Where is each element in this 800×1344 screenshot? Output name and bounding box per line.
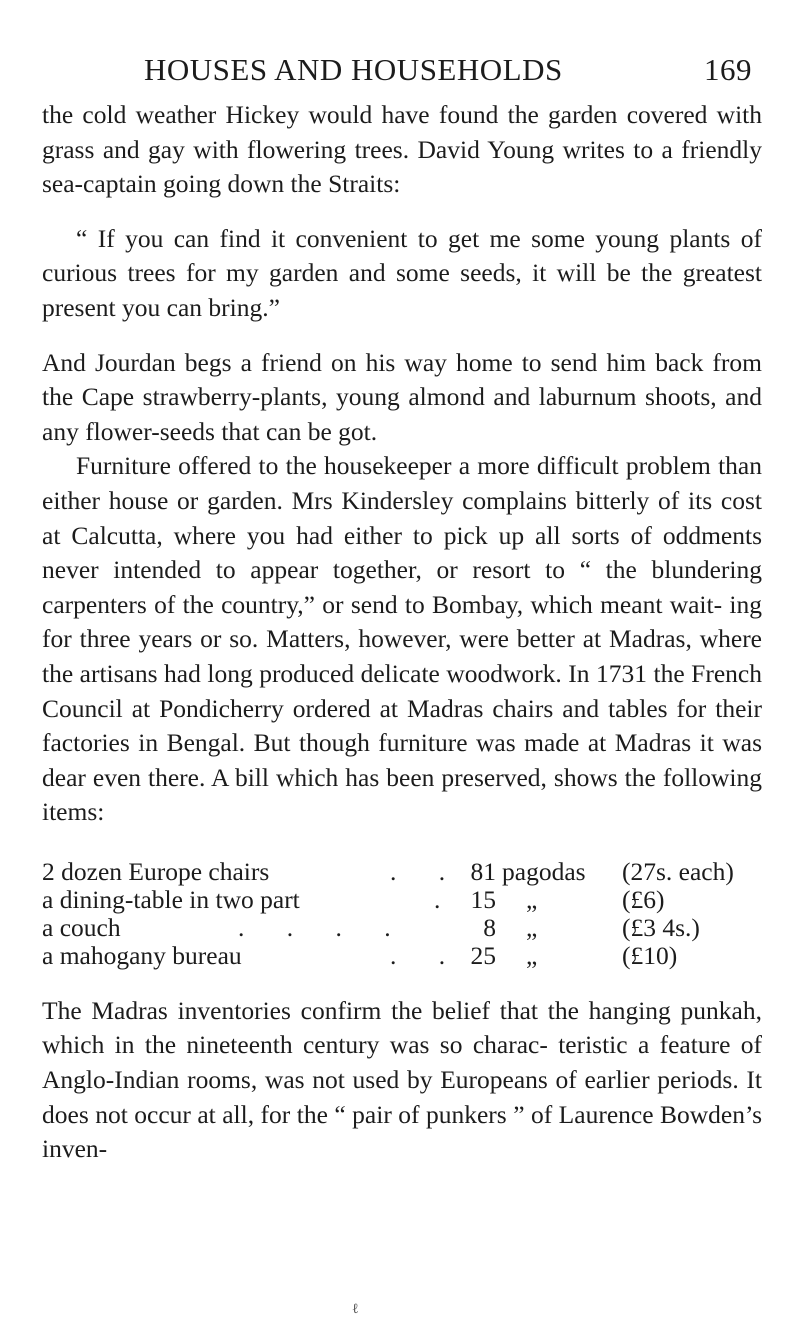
bill-price: (£6): [622, 884, 665, 914]
paragraph-punkah: The Madras inventories confirm the belief that the hanging punkah, which in the nineteenth century was so charac- teristic a feature of Anglo-Indian rooms, was not used by Europeans of earlier periods. It does not occur at all, for the “ pair of punkers ” of Laurence Bowden’s inven-: [42, 995, 762, 1164]
book-page: [42, 46, 762, 1167]
bill-leader-dots: . .: [390, 856, 464, 886]
bill-row: [42, 858, 762, 886]
furniture-bill-table: [42, 858, 762, 970]
bill-quantity: 81: [470, 856, 496, 886]
bill-quantity: 8: [483, 912, 496, 942]
bill-unit: „: [526, 912, 538, 942]
bill-row: [42, 914, 762, 942]
bill-price: (27s. each): [622, 856, 734, 886]
paragraph-jourdan: And Jourdan begs a friend on his way home to send him back from the Cape strawberry-plants, young almond and laburnum shoots, and any flower-seeds that can be got.: [42, 347, 762, 446]
bill-quantity: 25: [470, 940, 496, 970]
bill-unit: „: [526, 940, 538, 970]
running-head-title: HOUSES AND HOUSEHOLDS: [144, 52, 563, 87]
bill-leader-dots: .: [434, 884, 459, 914]
bill-row: [42, 942, 762, 970]
paragraph-furniture: Furniture offered to the housekeeper a more difficult problem than either house or garden. Mrs Kindersley complains bitterly of its cost at Calcutta, where you had either to pick up all sorts of oddments never intended to appear together, or resort to “ the blundering carpenters of the country,” or send to Bombay, which meant wait- ing for three years or so. Matters, however, were better at Madras, where the artisans had long produced delicate woodwork. In 1731 the French Council at Pondicherry ordered at Madras chairs and tables for their factories in Bengal. But though furniture was made at Madras it was dear even there. A bill which has been preserved, shows the following items:: [42, 451, 762, 827]
bill-unit: pagodas: [502, 856, 586, 886]
bill-leader-dots: . . . .: [238, 912, 409, 942]
bill-leader-dots: . .: [390, 940, 464, 970]
bill-item: 2 dozen Europe chairs: [42, 856, 270, 886]
page-number: 169: [704, 52, 752, 87]
bill-item: a couch: [42, 912, 121, 942]
quotation-young: “ If you can find it convenient to get me some young plants of curious trees for my garden and some seeds, it will be the greatest present you can bring.”: [42, 223, 762, 322]
running-head: [42, 46, 762, 98]
paragraph-garden: the cold weather Hickey would have found the garden covered with grass and gay with flowering trees. David Young writes to a friendly sea-captain going down the Straits:: [42, 100, 762, 199]
printer-mark: ℓ: [352, 1302, 359, 1317]
bill-unit: „: [526, 884, 538, 914]
bill-item: a dining-table in two part: [42, 884, 300, 914]
bill-price: (£3 4s.): [622, 912, 700, 942]
bill-row: [42, 886, 762, 914]
bill-item: a mahogany bureau: [42, 940, 242, 970]
bill-price: (£10): [622, 940, 678, 970]
bill-quantity: 15: [470, 884, 496, 914]
